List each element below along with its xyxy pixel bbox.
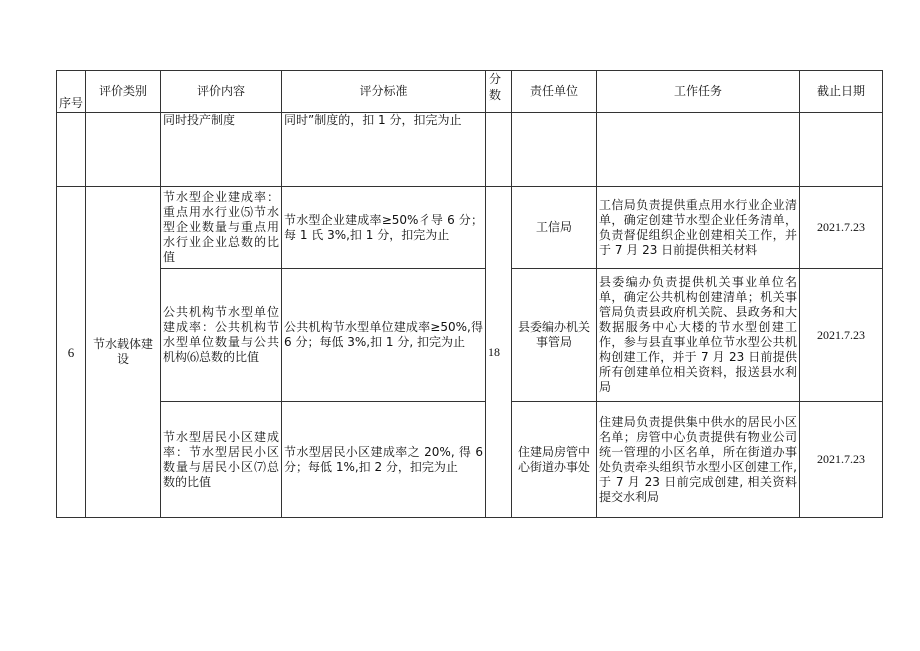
row-deadline-cell: 2021.7.23: [800, 269, 883, 402]
row-task-cell: 工信局负责提供重点用水行业企业清单，确定创建节水型企业任务清单，负责督促组织企业创建相关工作，并于 7 月 23 日前提供相关材料: [597, 187, 800, 269]
header-unit: 责任单位: [512, 71, 597, 113]
row-standard-cell: 节水型居民小区建成率之 20%, 得 6 分；每低 1%,扣 2 分，扣完为止: [282, 402, 486, 518]
table-row: [57, 187, 883, 269]
row-content-cell: 节水型企业建成率：重点用水行业⑸节水型企业数量与重点用水行业企业总数的比值: [161, 187, 282, 269]
group-score-cell: 18: [486, 187, 512, 518]
prev-no-cell: [57, 113, 86, 187]
row-unit-cell: 县委编办机关事管局: [512, 269, 597, 402]
evaluation-table: [56, 70, 883, 518]
group-no-cell: 6: [57, 187, 86, 518]
prev-unit-cell: [512, 113, 597, 187]
row-unit-cell: 工信局: [512, 187, 597, 269]
table-row: [57, 269, 883, 402]
row-content-cell: 节水型居民小区建成率：节水型居民小区数量与居民小区⑺总数的比值: [161, 402, 282, 518]
prev-deadline-cell: [800, 113, 883, 187]
table-row: [57, 402, 883, 518]
header-task: 工作任务: [597, 71, 800, 113]
prev-task-cell: [597, 113, 800, 187]
header-no: 序号: [57, 71, 86, 113]
row-task-cell: 县委编办负责提供机关事业单位名单，确定公共机构创建清单；机关事管局负责县政府机关院、县政务和大数据服务中心大楼的节水型创建工作，参与县直事业单位节水型公共机构创建工作，并于 7 月 23 日前提供所有创建单位相关资料，报送县水利局: [597, 269, 800, 402]
header-content: 评价内容: [161, 71, 282, 113]
header-category: 评价类别: [86, 71, 161, 113]
prev-category-cell: [86, 113, 161, 187]
row-task-cell: 住建局负责提供集中供水的居民小区名单；房管中心负责提供有物业公司统一管理的小区名单，所在街道办事处负责牵头组织节水型小区创建工作, 于 7 月 23 日前完成创建, 相关资料提交水利局: [597, 402, 800, 518]
prev-standard-cell: 同时”制度的，扣 1 分，扣完为止: [282, 113, 486, 187]
prev-content-cell: 同时投产制度: [161, 113, 282, 187]
group-category-cell: 节水载体建设: [86, 187, 161, 518]
row-standard-cell: 公共机构节水型单位建成率≥50%,得 6 分；每低 3%,扣 1 分, 扣完为止: [282, 269, 486, 402]
row-deadline-cell: 2021.7.23: [800, 187, 883, 269]
header-deadline: 截止日期: [800, 71, 883, 113]
header-score: 分数: [486, 71, 512, 113]
row-content-cell: 公共机构节水型单位建成率：公共机构节水型单位数量与公共机构⑹总数的比值: [161, 269, 282, 402]
header-row: [57, 71, 883, 113]
row-unit-cell: 住建局房管中心街道办事处: [512, 402, 597, 518]
header-standard: 评分标准: [282, 71, 486, 113]
prev-score-cell: [486, 113, 512, 187]
row-standard-cell: 节水型企业建成率≥50%彳导 6 分；每 1 氏 3%,扣 1 分，扣完为止: [282, 187, 486, 269]
row-deadline-cell: 2021.7.23: [800, 402, 883, 518]
table-row-previous: [57, 113, 883, 187]
